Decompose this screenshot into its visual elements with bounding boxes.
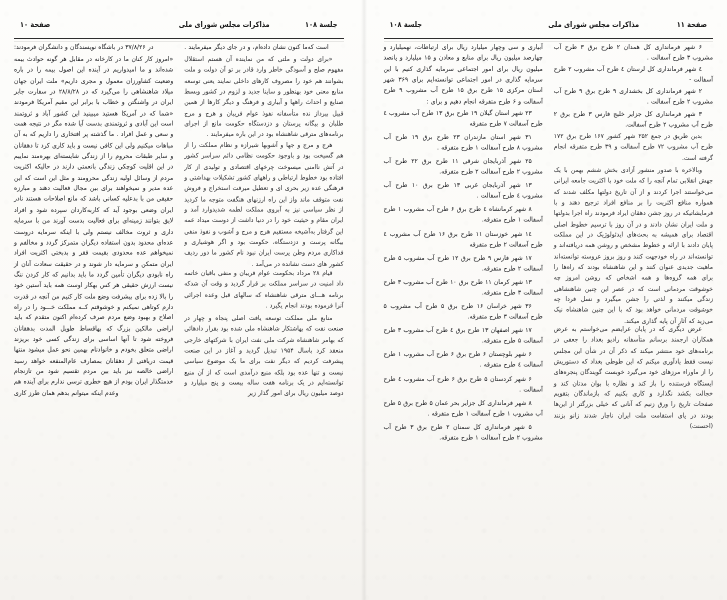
header-rule-left-page [384, 38, 714, 39]
text-columns-right-page [14, 43, 344, 579]
paragraph: منابع ملی مملکت توسعه یافت اصلی پنجاه و چهار در صنعت نفت که بهاشتکار شاهنشاه ملی شده بود بقرار دادهائی که بهامر شاهنشاه شرکت ملی نفت ایران با شرکتهای خارجی منعقد کرد باسال ۱۹۵۴ تبدیل گردید و آغاز در این صنعت پیشرفت کردیم که دیگر نفت برای ما یک موضوع سیاسی نیست و تنها عده بود بلکه منبع درآمدی است که از آن منبع توانسته‌ایم در یک برنامه هفت ساله بیست و پنج میلیارد و دوصد میلیون ریال برای امور گذار زیر [184, 314, 344, 398]
paragraph: آبیاری و سی وچهار میلیارد ریال برای ارتباطات، نهمیلیارد و چهارصد میلیون ریال برای منابع و معادن و ۱۵ میلیارد و پانصد میلیون ریال برای امور اجتماعی سرمایه گذاری کنیم با این سرمایه گذاری در امور اجتماعی توانسته‌ایم برای ۳۶۹ شهر استان مرکزی ۱۵ طرح برق ۱۵ طرح آب مشروب ۹ طرح آسفالت و ۶ طرح متفرقه انجام دهیم و برای : [383, 44, 543, 106]
project-list-item: ۱۷ شهر فارس ۹ طرح برق ۱۲ طرح آب مشروب ۵ طرح آسفالت ۲ طرح متفرقه. [383, 254, 543, 273]
project-list-item: ۶ شهر بلوچستان ۶ طرح برق ۶ طرح آب مشروب ۱ طرح آسفالت ٤ طرح متفرقه . [383, 351, 543, 370]
column-right-of-left-page [384, 43, 543, 579]
running-head-left-page [384, 20, 714, 40]
project-list-item: ۶ شهر کردستان ۵ طرح برق ۶ طرح آب مشروب ٤ طرح آسفالت . [383, 375, 543, 394]
column-right-of-right-page [14, 43, 173, 579]
session-number-right-page: جلسة ۱۰۸ [304, 20, 338, 30]
project-list-item: ۸ شهر فرمانداری کل جزایر بحر عمان ۵ طرح برق ۵ طرح آب مشروب ۱ طرح آسفالت ۱ طرح متفرقه . [383, 399, 543, 418]
page-left [364, 0, 727, 600]
project-list-item: ۱۷ شهر اصفهان ۱۳ طرح برق ٤ طرح آب مشروب ۳ طرح آسفالت ۵ طرح متفرقه. [383, 327, 543, 346]
paragraph: ۶ شهر فرمانداری کل همدان ۲ طرح برق ۳ طرح آب مشروب ۳ طرح آسفالت . [553, 44, 713, 63]
speech-date-line: در ۳۷/۸/۲۶ در باشگاه نویسندگان و دانشگران فرمودند: [14, 44, 154, 52]
paragraph: وبالاخره با صدور منشور آزادی بخش ششم بهمن با یک جهش انقلابی تمام آنچه را که ملت خود با اکثریت جامعه ایرانی می‌خواستند اجرا کردند و از آن تاریخ دولتها مکلف شدند که همواره منافع اکثریت را بر منافع افراد ترجیح دهند و با فرمایشاتیکه در روز جشن دهقان ایراد فرمودند راه اجرا بدولتها و ملت ایران نشان دادند و در آن روز با ترسیم خطوط اصلی اقتصاد برای همیشه به بحث‌های ایدئولوژیک در این مملکت پایان دادند با ارائه و خطوط مشخص و روشن همه دریافته‌اند و توانسته‌اند در راه خودجهت کنند و روز بروز عروسته توانسته‌اند ماهیت جدیدی عنوان کنند و این شاهنشاه بودند که راه‌ها را برای همه گروه‌ها و همه اشخاص که روشن امروز چه خوشوقت مردمانی است که در عصر این چنین شاهنشاهی زندگی میکنند و لذتی را جشن میگیرد و نسل فردا چه خوشوقت مردمانی خواهد بود که با این چنین شاهنشاه نیک می‌زید که آثار آن پایه گذاری میکند. [553, 167, 713, 326]
paragraph: عرض دیگری که در پایان عرایضم می‌خواستم به عرض همکاران ارجمند برسانم متأسفانه رادیو بغداد را جعفی در برنامه‌های خود منتشر میکند که ذکر آن در شأن این مجلس نیست فقط یادآوری میکنم که این طوطی بغداد که دستوریش را از ماوراء مرزهای خود می‌گیرد خوبست گویندگان پنجره‌های ایستگاه فرستنده را باز کند و نظاره با بوان مدتان کند و خجالت بکشد نگذارد و کاری بکنیم که بازماندگان بتقویم صفحات تاریخ را ورق زنیم که آنانی که خیلی بزرگتر از این‌ها بودند در پای استقامت ملت ایران ناچار شدند زانو بزنند (احسنت) [553, 325, 713, 431]
column-left-of-left-page [554, 43, 713, 579]
paragraph: ۳ شهر فرمانداری کل جزایر خلیج فارس ۳ طرح برق ۲ طرح آب مشروب ۲ طرح آسفالت. [553, 110, 713, 129]
project-list-item: ۱۳ شهر آذربایجان غربی ۱۳ طرح برق ۱۰ طرح آب مشروب ٤ طرح آسفالت . [383, 182, 543, 201]
publication-title-left-page: مذاکرات مجلس شورای ملی [548, 20, 640, 30]
text-columns-left-page [384, 43, 714, 579]
project-list-item: ۲۳ شهر استان گیلان ۱۹ طرح برق ۱۳ طرح آب مشروب ٤ طرح آسفالت ۷ طرح متفرقه [383, 109, 543, 128]
paragraph: هرج و مرج و جها و آشوبها شیرازه و نظام مملکت را از هم گسیخت بود و باوجود حکومت نظامی دائم سراسر کشور در آتش ناامنی میسوخت چرخهای اقتصادی و تولیدی از کار افتاده بود خطوط ارتباطی و راههای کشور تشکیلات بهداشتی و فرهنگی عده زیر بحری ای و تعطیل میرفت استخراج و فروش نفت متوقف ماند واز این راه ارزنهای هنگفت متوجه ما کردید از نظر سیاسی نیز به آبروی مملکت لطمه شدیدوارد آمد و ایران مقام و حیثیت خود را در دنیا داشت از دوست میداد عمه این گرفتار به‌آشیخه مستقیم هرج و مرج و آشوب و نفوذ منفی بیگانه پرست و دزدستگاه، حکومت بود و اگر هوشیاری و فداکاری مردم وطن پرست ایران نبود نام کشور ما دور ردیف کشور های دست نشانده در می‌آمد . [184, 142, 344, 268]
project-list-item: ۲۵ شهر آذربایجان شرقی ۱۱ طرح برق ۲۲ طرح آب مشروب ۲ طرح آسفالت ۲ طرح متفرقه. [383, 157, 543, 177]
project-list-item: ۸ شهر کرمانشاه ٤ طرح برق ۶ طرح آب مشروب ۱ طرح آسفالت ۱ طرح متفرقه. [383, 206, 543, 225]
running-head-right-page [14, 20, 344, 40]
speech-intro-line: «امروز کار کنان ما در کارخانه در مقابل هر گونه حوادث بیمه شده‌اند و ما امیدواریم در آینده این اصول بیمه را در باره وضعیت کشاورزان معمول و مجری داریم» ملت ایران جهان میلاد شاهنشاهی را می‌گیرد که در ۲۸/۸/۲۸ در سفارت جابر ایران در واشنگتن و خطاب با برابر این مقیم آمریکا فرمودند «شما که در آمریکا هستید میبینید این کشور آباد و ثروتمند است این آبادی و ثروتمندی بدست آیا شده مگر در نتیجه همت و سعی و عمل افراد . ما گذشته پر افتخاری را داریم که به آن مباهات میکنیم ولی این کافی نیست و باید کاری کرد تا دهقانان و سایر طبقات محروم را از زندگی شایسته‌ای بهره‌مند نماییم در این اقلیت کوچکی زندگی بانعمتی دارند در حالیکه اکثریت مردم از وسائل اولیه زندگی محرومند و مثل این است که این عده مدیر و نمیخواهند برای بین مجال فعالیت دهند و مبارزه حقیقی من با بدعلیه کسانی باشد که مانع اصلاحات هستند نادر ایران وضعی بوجود آید که کاربه‌کاردان سپرده شود و افراد لایق بتوانند زمینه‌ای برای فعالیت بدست آورند من با سرمایه داری و ثروت مخالف نیستم ولی با اینکه سرمایه دروست عده‌ای محدود بدون استفاده دیگران متمرکز گردد و مخالفم و نمیخواهم عده محدودی بقیمت فقر و بدبختی اکثریت افراد ایران متمکن و سرمایه دار شوند و در حقیقت سعادت آنان از راه نابودی دیگران تأمین گردد ما باید بدانیم که کار کردن ننگ نیست ارزش حقیقی هر کس بهکار اوست همه باید آستین خود را بالا زده برای بیشرفت وضع ملت کار کنیم من آنچه در قدرت دارم کوتاهی نمیکنم و خوشوقتم کــه مملکت خـــود را در راه اصلاح و بهبود وضع مردم صرف کرده‌ام اکنون متقدم که باید اراضی مالکین بزرگ که بهاقساط طویل المدت بدهقانان فروخته شود تا آنها اساسی برای زندگی کسی خود بریزند اراضی متعلق بخودم و خانوادنام بهمین نحو عمل میشود منتها قیمت دریافتی از دهقانان بمصارف عام‌المنفعه خواهد رسید اراضی خالصه نیز باید بین مردم تقسیم شود من تازنجام خدمتگذار ایران بودم از هیچ خطری ترسی ندارم برای آینده هم وعدم اینکه میتوانم بدهم همان طرز کاری [14, 55, 174, 397]
page-number-left-page: صفحة ۱۱ [676, 20, 707, 30]
session-number-left-page: جلسة ۱۰۸ [389, 20, 423, 30]
paragraph: بدین طریق در جمع ۲۵۲ شهر کشور ۱۶۷ طرح برق ۱۷۲ طرح آب مشروب ۷۲ طرح آسفالت و ۳۹ طرح متفرقه انجام گرفته است. [553, 132, 713, 162]
project-list-item: ۱۳ شهر کرمان ۱۱ طرح برق ۱۰ طرح آب مشروب ۳ طرح آسفالت ۳ طرح متفرقه. [383, 278, 543, 297]
project-list-item: ۵ شهر فرمانداری کل سمنان ۲ طرح برق ۳ طرح آب مشروب ۲ طرح آسفالت ۱ طرح متفرقه. [383, 424, 543, 443]
paragraph: ۲ شهر فرمانداری کل بخشداری ۹ طرح برق ۹ طرح آب مشروب ۲ طرح آسفالت . [553, 88, 713, 107]
publication-title-right-page: مذاکرات مجلس شورای ملی [178, 20, 270, 30]
paragraph: ٤ شهر فرمانداری کل لرستان ٤ طرح آب مشروب ۲ طرح آسفالت - [553, 66, 713, 85]
project-list-item: ۱٤ شهر خوزستان ۱۱ طرح برق ۱۶ طرح آب مشروب ٤ طرح آسفالت ۲ طرح متفرقه [383, 230, 543, 249]
page-number-right-page: صفحة ۱۰ [20, 20, 51, 30]
paragraph: است که‌ما کنون نشان داده‌ام، و در جای دیگر میفرمایند . [184, 44, 329, 52]
paragraph: قیام ۲۸ مرداد بحکومت عوام فریبان و منفی باقیان خاتمه داد امنیت در سراسر مملکت بر قرار گردید و وقت آن شدکه برنامه هـــای مترقی شاهنشاه که سالهای قبل وعده اجرائی آنرا فرموده بودند انجام یگیرد . [184, 269, 344, 310]
column-left-of-right-page [184, 43, 343, 579]
paragraph: «برای دولت و ملتی که من نماینده آن هستم استقلال مفهوم صلح و آسودگی خاطر وارد قادر بر تو آن دولت و ملت بشوانند هم خود را مصروف کارهای داخلی نمایند یعنی توسعه منابع معنی خود بهنظور و ساینا جدید و لزوم در کشور وبسط صنایع و احداث راهها و آبیاری و فرهنگ و دیگر کارها از همین قبیل بیرداز نده متأسفانه نفوذ عوام فریبان و هرج و مرج طلبان و بیگانه پرستان و دزدستگاه حکومت مانع از اجرای برنامه‌های مترقی شاهنشاه بود در این باره میفرمایند . [184, 55, 344, 139]
project-list-item: ۳۱ شهر استان مازندران ۲۳ طرح برق ۱۹ طرح آب مشروب ۸ طرح آسفالت ۱ طرح متفرقه . [383, 133, 543, 152]
project-list-item: ۳۶ شهر خراسان ۱۶ طرح برق ۵ طرح آب مشروب ۵ طرح آسفالت ۳ طرح متفرقه. [383, 303, 543, 322]
header-rule-right-page [14, 38, 344, 39]
